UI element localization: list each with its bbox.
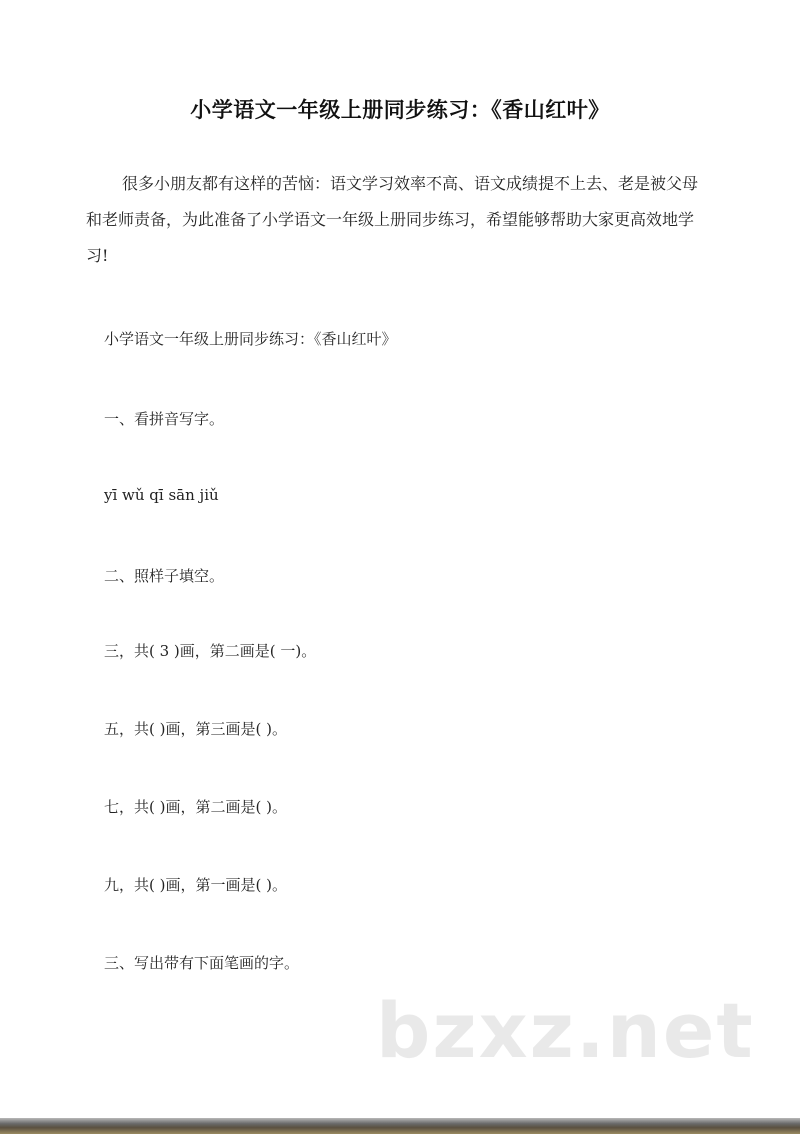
section-heading: 二、照样子填空。 [104,567,225,585]
pinyin-line: yī wǔ qī sān jiǔ [104,486,219,504]
subtitle-line: 小学语文一年级上册同步练习：《香山红叶》 [104,330,397,348]
exercise-line: 七，共( )画，第二画是( )。 [104,798,287,816]
intro-paragraph [86,166,706,274]
section-heading: 三、写出带有下面笔画的字。 [104,954,300,972]
intro-text: 很多小朋友都有这样的苦恼：语文学习效率不高、语文成绩提不上去、老是被父母和老师责备，为此准备了小学语文一年级上册同步练习，希望能够帮助大家更高效地学习! [86,174,699,265]
exercise-line: 五，共( )画，第三画是( )。 [104,720,287,738]
section-heading: 一、看拼音写字。 [104,410,225,428]
exercise-line: 三，共( 3 )画，第二画是( 一)。 [104,642,317,660]
exercise-line: 九，共( )画，第一画是( )。 [104,876,287,894]
document-title: 小学语文一年级上册同步练习：《香山红叶》 [190,98,610,122]
watermark-logo: bzxz.net [376,986,755,1075]
page-footer-bar [0,1118,800,1134]
